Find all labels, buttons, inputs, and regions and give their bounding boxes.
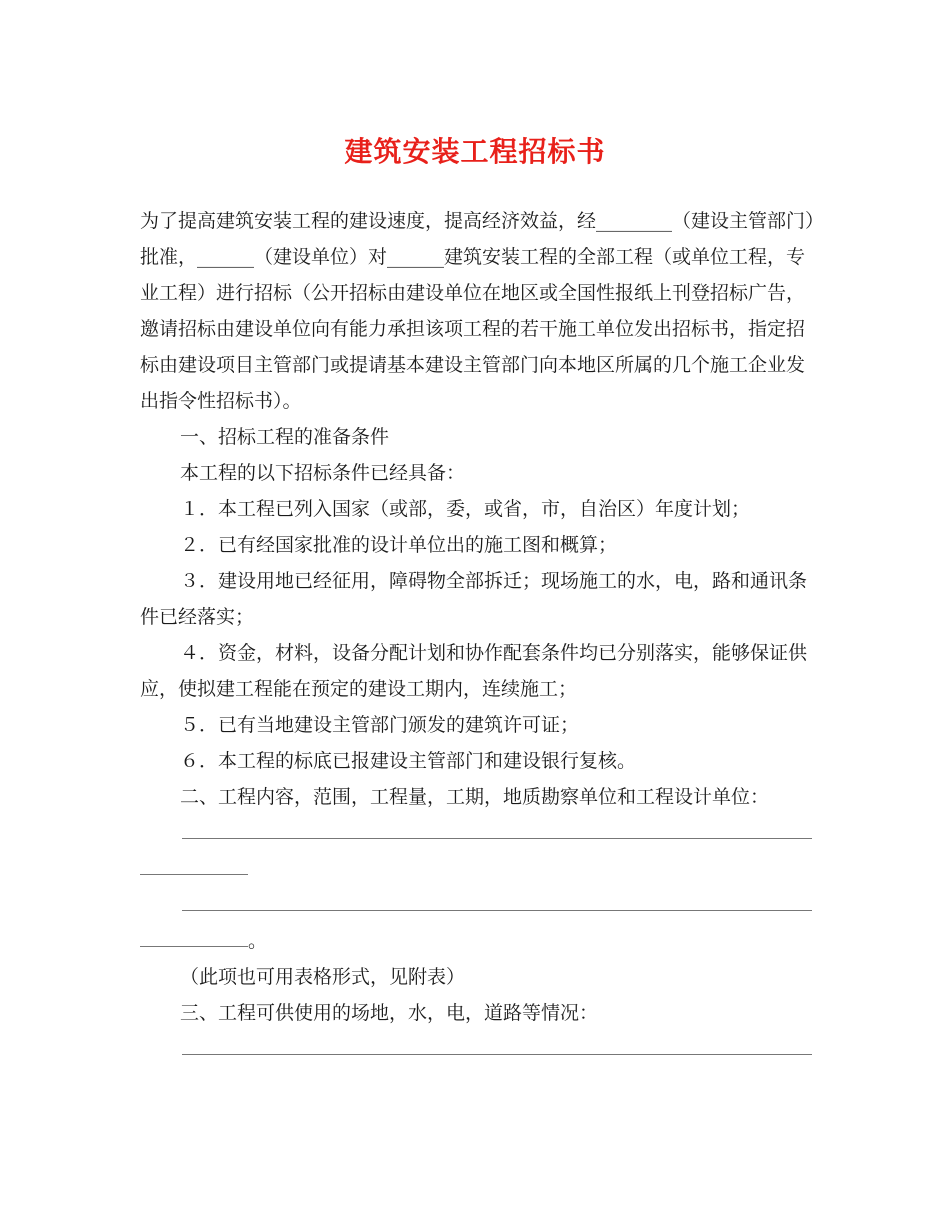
fill-in-blank-2 <box>140 887 820 959</box>
condition-item-4: ４．资金，材料，设备分配计划和协作配套条件均已分别落实，能够保证供应，使拟建工程能在预定的建设工期内，连续施工； <box>140 642 808 700</box>
blank-line <box>140 851 248 887</box>
blank-line <box>182 815 820 851</box>
condition-item-2: ２．已有经国家批准的设计单位出的施工图和概算； <box>180 534 618 556</box>
section-1-lead: 本工程的以下招标条件已经具备： <box>180 462 466 484</box>
intro-paragraph: 为了提高建筑安装工程的建设速度，提高经济效益，经________（建设主管部门）批准，______（建设单位）对______建筑安装工程的全部工程（或单位工程，专业工程）进行招标（公开招标由建设单位在地区或全国性报纸上刊登招标广告，邀请招标由建设单位向有能力承担该项工程的若干施工单位发出招标书，指定招标由建设项目主管部门或提请基本建设主管部门向本地区所属的几个施工企业发出指令性招标书）。 <box>140 210 815 412</box>
condition-item-1: １．本工程已列入国家（或部，委，或省，市，自治区）年度计划； <box>180 498 751 520</box>
blank-line <box>182 1031 820 1067</box>
section-2-note: （此项也可用表格形式，见附表） <box>180 966 466 988</box>
fill-in-blank-1 <box>140 815 820 887</box>
condition-item-5: ５．已有当地建设主管部门颁发的建筑许可证； <box>180 714 580 736</box>
blank-end-mark: 。 <box>248 930 268 952</box>
section-1-heading: 一、招标工程的准备条件 <box>180 426 390 448</box>
document-body <box>140 203 820 1067</box>
document-title: 建筑安装工程招标书 <box>344 135 606 168</box>
section-3-heading: 三、工程可供使用的场地，水，电，道路等情况： <box>180 1002 599 1024</box>
blank-line <box>140 923 248 959</box>
condition-item-6: ６．本工程的标底已报建设主管部门和建设银行复核。 <box>180 750 637 772</box>
blank-line <box>182 887 820 923</box>
fill-in-blank-3 <box>140 1031 820 1067</box>
section-2-heading: 二、工程内容，范围，工程量，工期，地质勘察单位和工程设计单位： <box>180 786 770 808</box>
condition-item-3: ３．建设用地已经征用，障碍物全部拆迁；现场施工的水，电，路和通讯条件已经落实； <box>140 570 808 628</box>
